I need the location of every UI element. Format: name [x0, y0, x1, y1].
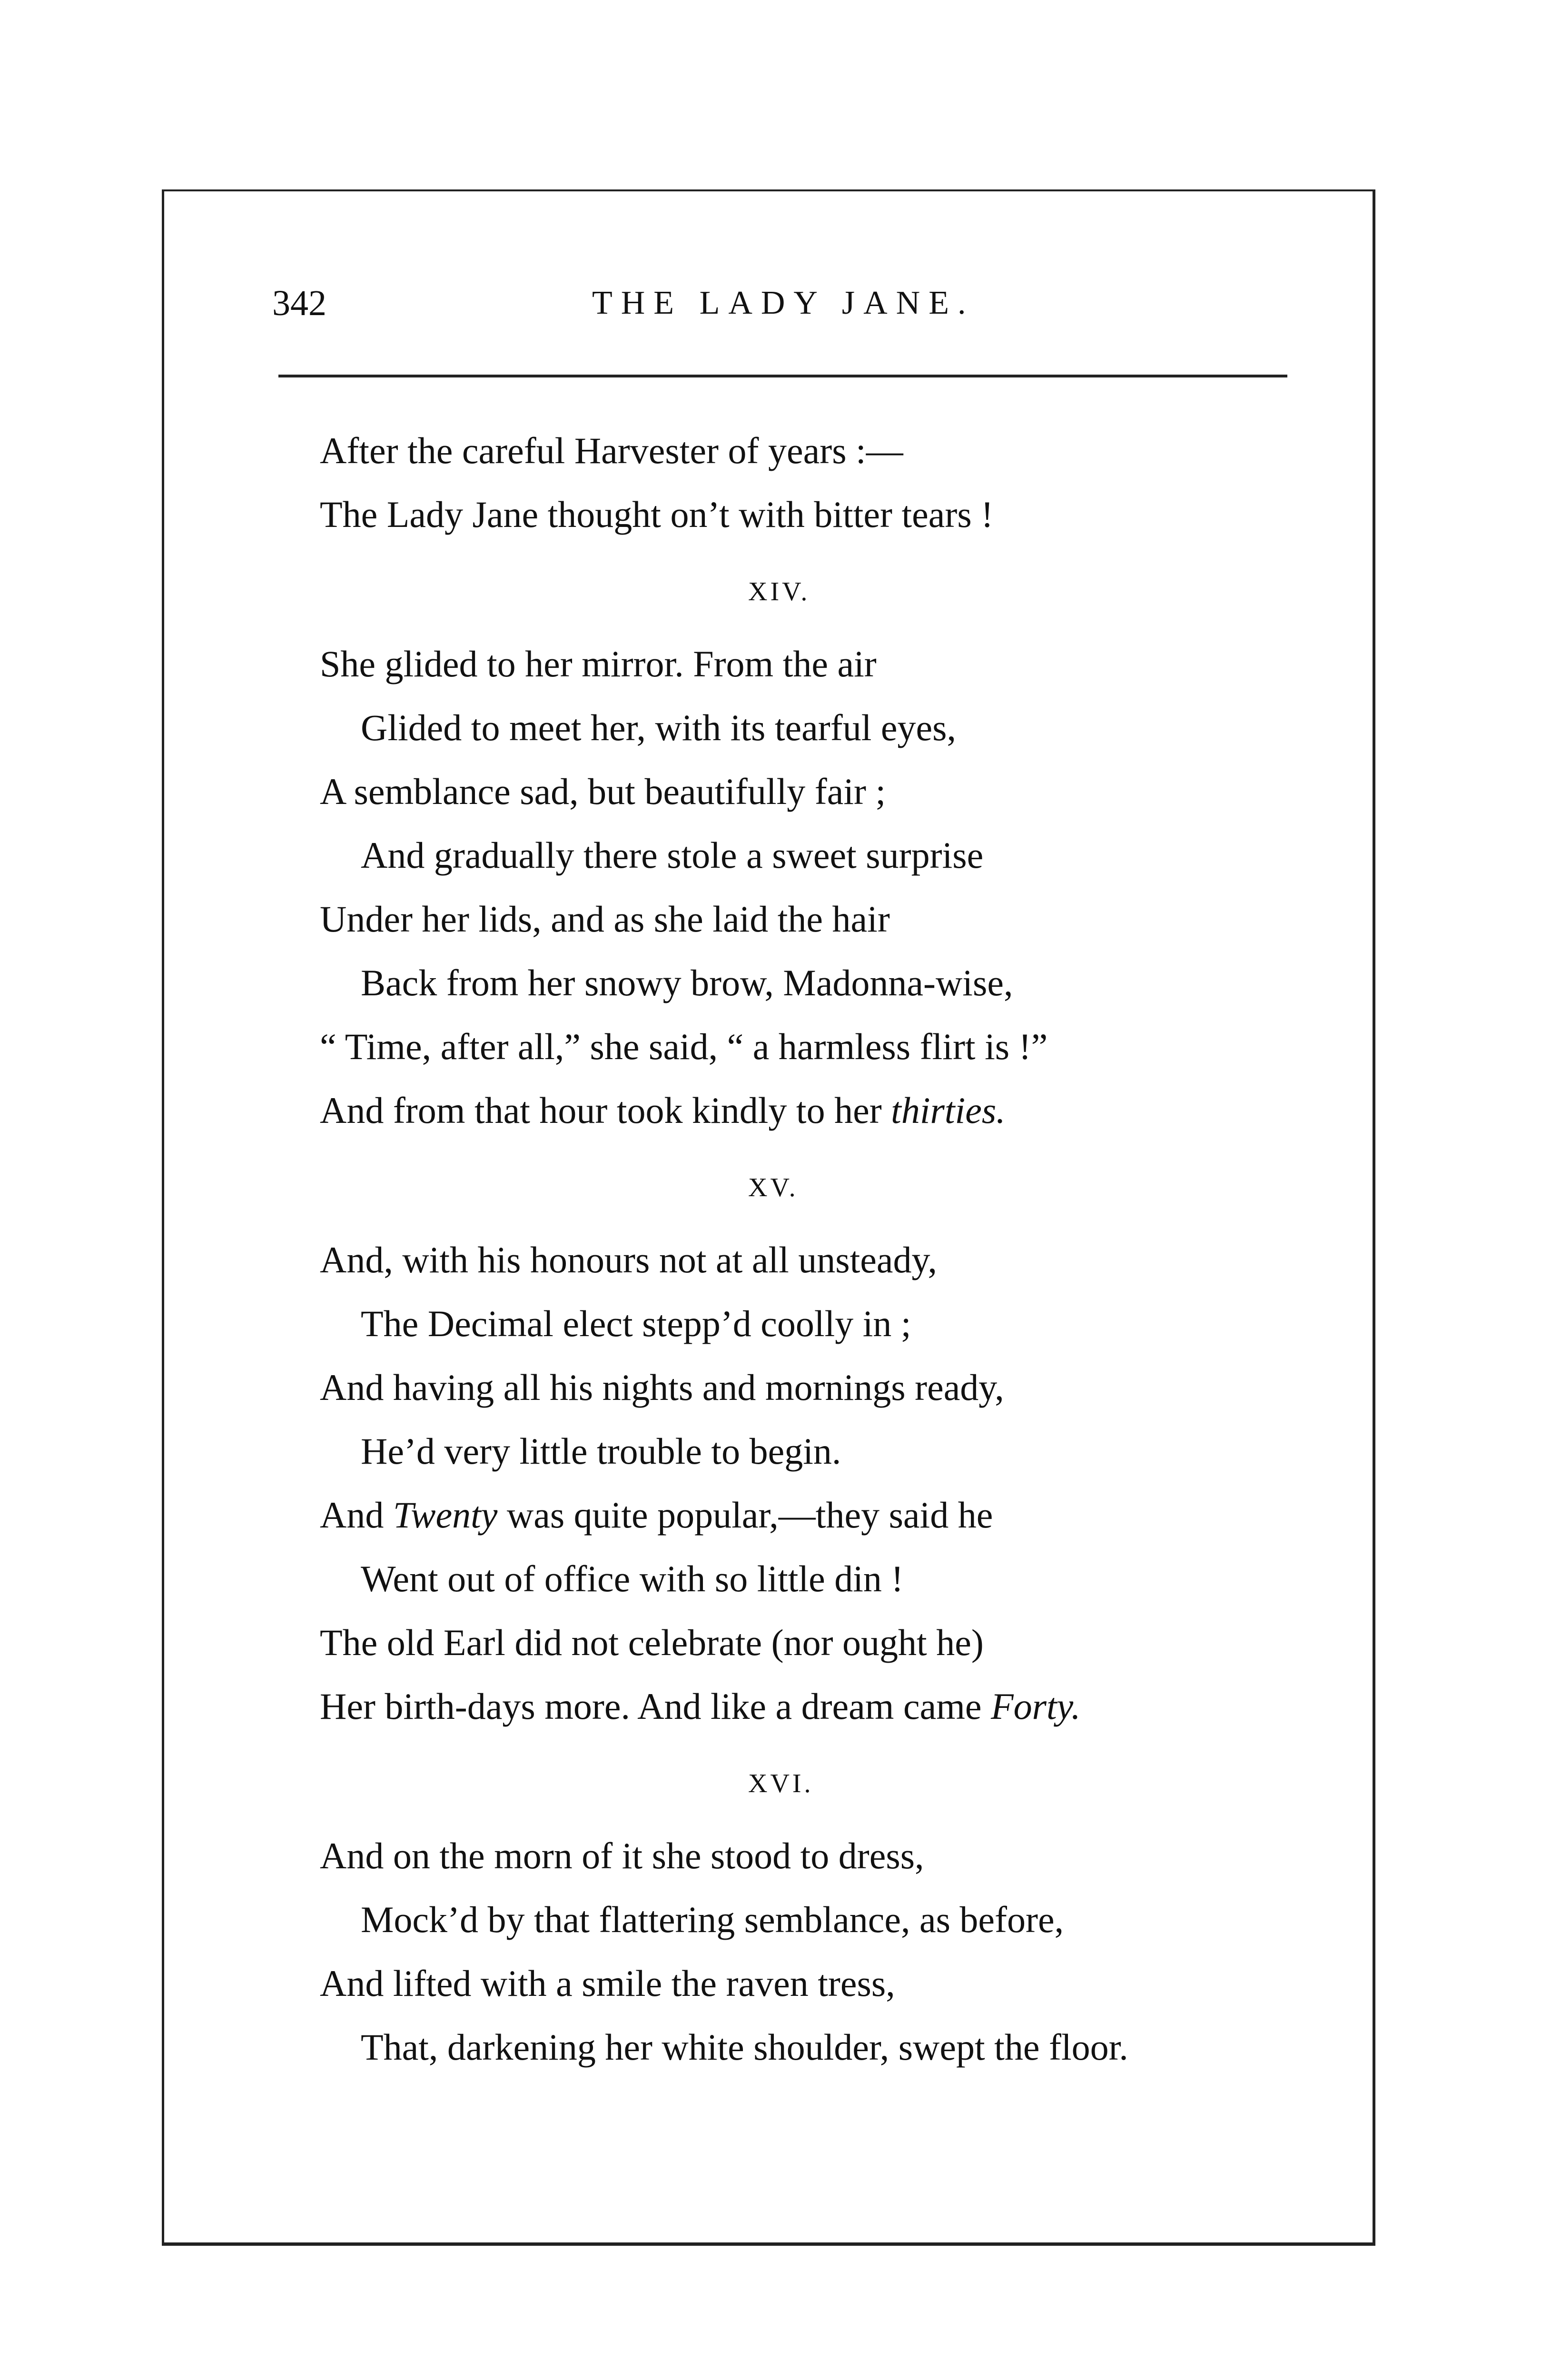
verse-line: Back from her snowy brow, Madonna-wise, — [361, 962, 1013, 1003]
verse-line — [320, 1483, 1367, 1547]
verse-line: And, with his honours not at all unsteady, — [320, 1239, 937, 1280]
verse-line: “ Time, after all,” she said, “ a harmless flirt is !” — [320, 1026, 1048, 1067]
header-rule — [278, 375, 1287, 377]
verse-line — [320, 1675, 1367, 1738]
italic-word: thirties. — [891, 1090, 1006, 1131]
verse-line: She glided to her mirror. From the air — [320, 643, 877, 684]
italic-word: Forty. — [990, 1686, 1081, 1727]
running-head — [272, 277, 1286, 334]
verse-line: And on the morn of it she stood to dress, — [320, 1835, 924, 1876]
verse-text: And from that hour took kindly to her — [320, 1090, 891, 1131]
verse-line: Went out of office with so little din ! — [361, 1558, 904, 1599]
verse-text: was quite popular,—they said he — [497, 1494, 993, 1536]
page-title: THE LADY JANE. — [592, 285, 975, 321]
page-number: 342 — [272, 283, 326, 323]
verse-text: Her birth-days more. And like a dream came — [320, 1686, 991, 1727]
verse-line: And lifted with a smile the raven tress, — [320, 1963, 895, 2004]
verse-line: And having all his nights and mornings ready, — [320, 1367, 1004, 1408]
verse-line: Under her lids, and as she laid the hair — [320, 898, 890, 940]
stanza-number-xvi: XVI. — [748, 1769, 814, 1798]
verse-line: He’d very little trouble to begin. — [361, 1430, 841, 1472]
verse-line: A semblance sad, but beautifully fair ; — [320, 771, 886, 812]
verse-line: And gradually there stole a sweet surprise — [361, 834, 984, 876]
verse-line — [320, 1079, 1367, 1142]
italic-word: Twenty — [393, 1494, 498, 1536]
verse-line: The Lady Jane thought on’t with bitter tears ! — [320, 494, 994, 535]
poem-text — [320, 419, 1367, 2079]
stanza-number-xiv: XIV. — [748, 577, 810, 606]
verse-line: After the careful Harvester of years :— — [320, 430, 903, 471]
verse-line: Mock’d by that flattering semblance, as before, — [361, 1899, 1064, 1940]
verse-line: The old Earl did not celebrate (nor ought he) — [320, 1622, 984, 1663]
verse-line: The Decimal elect stepp’d coolly in ; — [361, 1303, 911, 1344]
verse-line: Glided to meet her, with its tearful eyes, — [361, 707, 957, 748]
verse-line: That, darkening her white shoulder, swept the floor. — [361, 2026, 1128, 2068]
stanza-number-xv: XV. — [748, 1173, 799, 1202]
verse-text: And — [320, 1494, 393, 1536]
